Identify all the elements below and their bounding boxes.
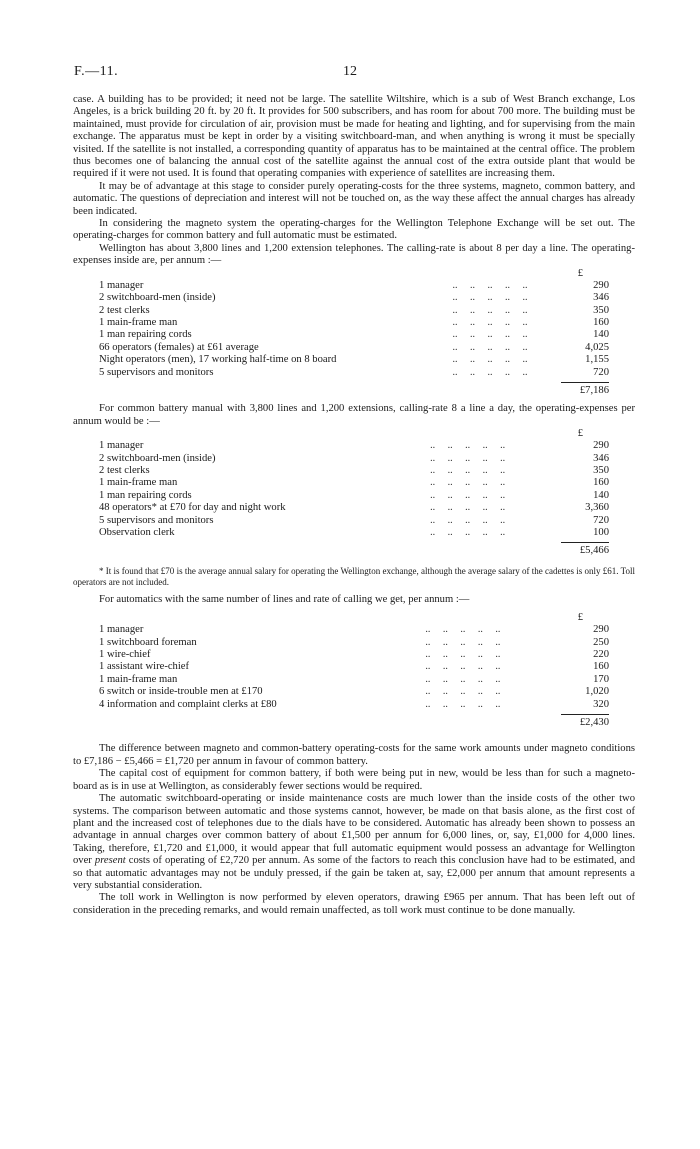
leader-dots: .. .. .. .. .. <box>420 698 501 710</box>
expense-amount: 160 <box>593 477 609 489</box>
expense-row <box>99 367 609 379</box>
emphasis-present: present <box>94 855 126 867</box>
automatic-expense-table <box>99 624 609 711</box>
leader-dots: .. .. .. .. .. <box>447 354 528 366</box>
expense-label: 2 test clerks <box>99 304 150 316</box>
expense-row <box>99 686 609 698</box>
page-number: 12 <box>343 64 357 79</box>
leader-dots: .. .. .. .. .. <box>447 304 528 316</box>
expense-label: 6 switch or inside-trouble men at £170 <box>99 686 263 698</box>
expense-amount: 140 <box>593 489 609 501</box>
paragraph-automatic-comparison-part2: costs of operating of £2,720 per annum. As some of the factors to reach this conclusion have had to be estimated, and so that automatic advantages may not be unduly pressed, if the gain be taken at, say, £2,000 per annum that amount represents a very substantial consideration. <box>73 855 635 891</box>
expense-amount: 350 <box>593 464 609 476</box>
expense-row <box>99 674 609 686</box>
expense-label: 1 wire-chief <box>99 649 151 661</box>
expense-row <box>99 624 609 636</box>
expense-label: 4 information and complaint clerks at £80 <box>99 698 277 710</box>
footnote: * It is found that £70 is the average annual salary for operating the Wellington exchange, although the average salary of the cadettes is only £61. Toll operators are not included. <box>73 565 635 587</box>
paragraph-toll-work: The toll work in Wellington is now performed by eleven operators, drawing £965 per annum. That has been left out of consideration in the preceding remarks, and would remain unaffected, as toll work must continue to be done manually. <box>73 892 635 916</box>
leader-dots: .. .. .. .. .. <box>425 527 506 538</box>
paragraph-automatic-comparison <box>73 793 635 892</box>
leader-dots: .. .. .. .. .. <box>425 477 506 489</box>
automatic-total: £2,430 <box>561 714 609 729</box>
expense-label: 1 manager <box>99 624 144 636</box>
expense-row <box>99 502 609 514</box>
expense-row <box>99 527 609 539</box>
leader-dots: .. .. .. .. .. <box>447 279 528 291</box>
paragraph-satellite: case. A building has to be provided; it need not be large. The satellite Wiltshire, which is a sub of West Branch exchange, Los Angeles, is a brick building 20 ft. by 20 ft. It provides for 500 subscribers, and has room for about 700 more. The building must be maintained, must provide for circulation of air, provision must be made for heating and lighting, and for supervising from the main exchange. The apparatus must be kept in order by a visiting switchboard-man, and when anything is wrong it must be specially visited. If the satellite is not installed, a corresponding quantity of apparatus has to be maintained at the central office. The problem thus becomes one of balancing the annual cost of the satellite against the annual cost of the extra outside plant that would be required if it were not used. It is found that operating companies with experience of satellites are increasing them. <box>73 94 635 180</box>
paragraph-capital-cost: The capital cost of equipment for common battery, if both were being put in new, would be less than for such a magneto-board as is in use at Wellington, as considerably fewer sections would be required. <box>73 768 635 792</box>
expense-row <box>99 292 609 304</box>
expense-row <box>99 329 609 341</box>
expense-amount: 720 <box>593 514 609 526</box>
expense-amount: 100 <box>593 527 609 538</box>
expense-amount: 290 <box>593 279 609 291</box>
expense-label: 1 main-frame man <box>99 477 178 489</box>
leader-dots: .. .. .. .. .. <box>447 366 528 378</box>
common-battery-expense-table <box>99 440 609 539</box>
expense-row <box>99 515 609 527</box>
expense-row <box>99 317 609 329</box>
expense-amount: 346 <box>593 292 609 304</box>
expense-label: 48 operators* at £70 for day and night work <box>99 502 286 514</box>
document-reference: F.—11. <box>74 64 119 79</box>
leader-dots: .. .. .. .. .. <box>425 464 506 476</box>
expense-amount: 290 <box>593 440 609 452</box>
expense-label: Observation clerk <box>99 527 175 538</box>
leader-dots: .. .. .. .. .. <box>425 489 506 501</box>
expense-label: 1 switchboard foreman <box>99 636 197 648</box>
currency-heading: £ <box>577 267 583 279</box>
magneto-total: £7,186 <box>561 382 609 397</box>
expense-label: 2 switchboard-men (inside) <box>99 452 216 464</box>
expense-row <box>99 342 609 354</box>
expense-row <box>99 637 609 649</box>
paragraph-automatics: For automatics with the same number of lines and rate of calling we get, per annum :— <box>99 593 470 605</box>
paragraph-common-battery: For common battery manual with 3,800 lines and 1,200 extensions, calling-rate 8 a line a day, the operating-expenses per annum would be :— <box>73 403 635 427</box>
expense-row <box>99 649 609 661</box>
expense-amount: 250 <box>593 636 609 648</box>
expense-amount: 1,020 <box>585 686 609 698</box>
leader-dots: .. .. .. .. .. <box>420 624 501 636</box>
expense-amount: 1,155 <box>585 354 609 366</box>
currency-heading: £ <box>577 428 583 440</box>
expense-amount: 160 <box>593 661 609 673</box>
expense-label: 5 supervisors and monitors <box>99 514 214 526</box>
expense-amount: 320 <box>593 698 609 710</box>
leader-dots: .. .. .. .. .. <box>447 292 528 304</box>
paragraph-wellington-lines: Wellington has about 3,800 lines and 1,200 extension telephones. The calling-rate is about 8 per day a line. The operating-expenses inside are, per annum :— <box>73 242 635 267</box>
expense-row <box>99 280 609 292</box>
leader-dots: .. .. .. .. .. <box>447 316 528 328</box>
expense-label: 1 manager <box>99 440 144 452</box>
expense-label: 5 supervisors and monitors <box>99 366 214 378</box>
leader-dots: .. .. .. .. .. <box>420 636 501 648</box>
expense-label: 2 switchboard-men (inside) <box>99 292 216 304</box>
paragraph-magneto-intro: In considering the magneto system the operating-charges for the Wellington Telephone Exchange will be set out. The operating-charges for common battery and full automatic must be estimated. <box>73 218 635 242</box>
common-battery-total: £5,466 <box>561 542 609 557</box>
expense-label: Night operators (men), 17 working half-time on 8 board <box>99 354 337 366</box>
magneto-expense-table <box>99 280 609 379</box>
leader-dots: .. .. .. .. .. <box>447 329 528 341</box>
expense-row <box>99 305 609 317</box>
expense-amount: 220 <box>593 649 609 661</box>
expense-label: 1 man repairing cords <box>99 329 192 341</box>
expense-amount: 170 <box>593 673 609 685</box>
leader-dots: .. .. .. .. .. <box>420 686 501 698</box>
leader-dots: .. .. .. .. .. <box>420 661 501 673</box>
expense-label: 2 test clerks <box>99 464 150 476</box>
expense-amount: 290 <box>593 624 609 636</box>
expense-label: 1 man repairing cords <box>99 489 192 501</box>
expense-row <box>99 477 609 489</box>
expense-amount: 4,025 <box>585 341 609 353</box>
expense-amount: 140 <box>593 329 609 341</box>
leader-dots: .. .. .. .. .. <box>425 452 506 464</box>
expense-amount: 720 <box>593 366 609 378</box>
paragraph-difference: The difference between magneto and common-battery operating-costs for the same work amounts under magneto conditions to £7,186 − £5,466 = £1,720 per annum in favour of common battery. <box>73 743 635 767</box>
expense-label: 66 operators (females) at £61 average <box>99 341 259 353</box>
expense-row <box>99 465 609 477</box>
expense-row <box>99 661 609 673</box>
expense-row <box>99 453 609 465</box>
expense-label: 1 main-frame man <box>99 316 178 328</box>
currency-heading: £ <box>577 612 583 624</box>
expense-amount: 3,360 <box>585 502 609 514</box>
expense-row <box>99 440 609 452</box>
expense-amount: 350 <box>593 304 609 316</box>
paragraph-operating-costs: It may be of advantage at this stage to consider purely operating-costs for the three systems, magneto, common battery, and automatic. The questions of depreciation and interest will not be touched on, as the way these affect the annual charges has already been indicated. <box>73 180 635 217</box>
expense-row <box>99 490 609 502</box>
paragraph-automatic-comparison-part1: The automatic switchboard-operating or inside maintenance costs are much lower than the inside costs of the other two systems. The comparison between automatic and those systems cannot, however, be made on that basis alone, as the first cost of plant and the increased cost of telephones due to the dials have to be considered. Automatic has already been shown to possess an advantage in annual charges over common battery of about £1,500 per annum for 6,000 lines, or, say, £1,000 for 4,000 lines. Taking, therefore, £1,720 and £1,000, it would appear that full automatic equipment would possess an advantage for Wellington over <box>73 793 635 867</box>
document-body <box>73 94 635 917</box>
leader-dots: .. .. .. .. .. <box>425 440 506 452</box>
leader-dots: .. .. .. .. .. <box>447 341 528 353</box>
expense-row <box>99 354 609 366</box>
leader-dots: .. .. .. .. .. <box>420 649 501 661</box>
expense-amount: 160 <box>593 316 609 328</box>
expense-amount: 346 <box>593 452 609 464</box>
leader-dots: .. .. .. .. .. <box>420 673 501 685</box>
leader-dots: .. .. .. .. .. <box>425 502 506 514</box>
expense-label: 1 main-frame man <box>99 673 178 685</box>
leader-dots: .. .. .. .. .. <box>425 514 506 526</box>
expense-label: 1 assistant wire-chief <box>99 661 190 673</box>
expense-label: 1 manager <box>99 279 144 291</box>
expense-row <box>99 699 609 711</box>
